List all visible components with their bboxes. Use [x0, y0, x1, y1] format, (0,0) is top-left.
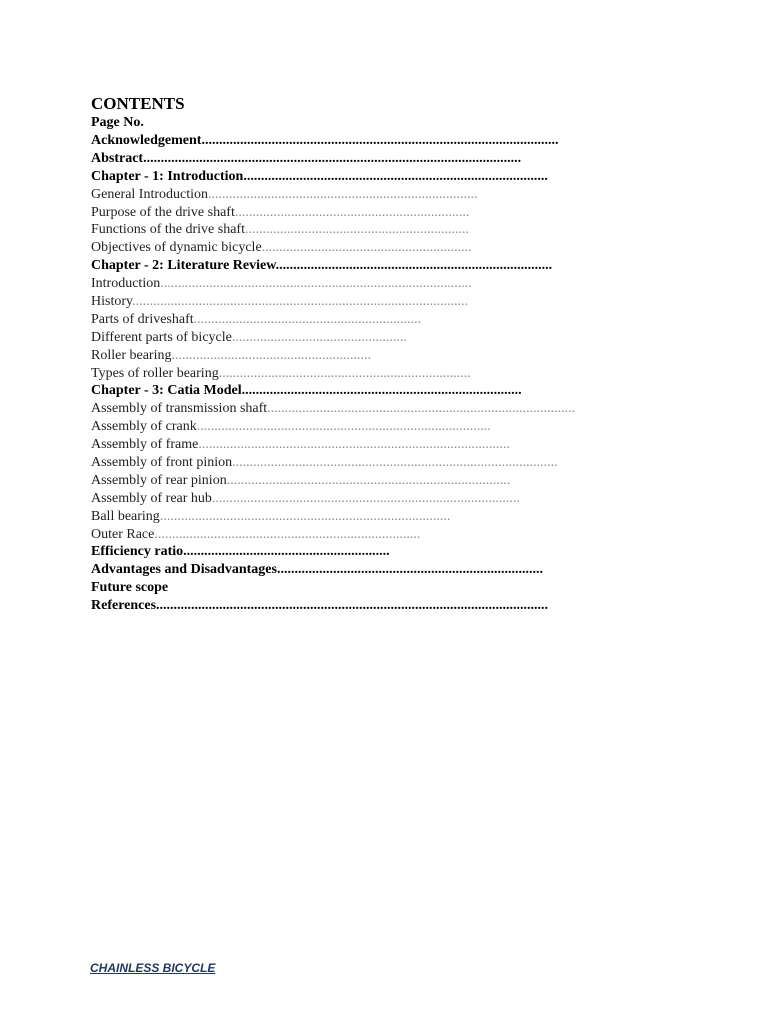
toc-entry-label: Assembly of frame: [91, 437, 199, 453]
toc-entry-leader: .................................................................: [193, 311, 422, 327]
toc-entry-leader: ......................................................................................................: [201, 133, 559, 148]
toc-entry-leader: ...................................................................: [234, 204, 470, 220]
toc-entry: [91, 508, 691, 526]
toc-entry: [91, 132, 691, 150]
toc-entry: [91, 347, 691, 365]
toc-entry-leader: ........................................................................................: [211, 490, 520, 506]
toc-entry-label: Chapter - 3: Catia Model: [91, 383, 242, 399]
toc-entry: [91, 329, 691, 347]
toc-entry-label: Functions of the drive shaft: [91, 222, 245, 238]
toc-entry-leader: ............................................................: [261, 240, 472, 256]
toc-entry: [91, 257, 691, 275]
toc-entry: [91, 490, 691, 508]
toc-entry-label: Ball bearing: [91, 508, 160, 524]
contents-title: CONTENTS: [91, 94, 185, 113]
toc-entry-label: General Introduction: [91, 186, 209, 202]
toc-entry-label: Assembly of front pinion: [91, 455, 233, 471]
toc-entry: [91, 186, 691, 204]
toc-entry-leader: ...........................................................: [183, 544, 390, 560]
toc-entry-leader: ................................................................................: [241, 383, 522, 399]
toc-entry: [91, 382, 691, 400]
toc-entry: [91, 239, 691, 257]
toc-entry-leader: ...................................................................................: [159, 508, 451, 524]
toc-entry-label: Chapter - 2: Literature Review: [91, 258, 276, 274]
toc-entry-leader: .........................................................: [171, 347, 371, 363]
toc-entry-label: Outer Race: [91, 526, 155, 542]
toc-entry-leader: ..................................................: [231, 329, 407, 345]
toc-entry-label: Assembly of transmission shaft: [91, 401, 268, 417]
toc-entry: [91, 579, 691, 597]
toc-entry: [91, 204, 691, 222]
toc-entry-leader: ................................................................................................: [132, 294, 469, 310]
toc-entry: [91, 221, 691, 239]
toc-entry-leader: .............................................................................: [208, 186, 478, 202]
toc-entry-label: Purpose of the drive shaft: [91, 204, 235, 220]
toc-entry-label: Different parts of bicycle: [91, 329, 232, 345]
toc-entry: [91, 311, 691, 329]
toc-entry-leader: ........................................................................: [218, 365, 471, 381]
toc-entry-leader: ............................................................................: [154, 526, 421, 542]
toc-entry: [91, 454, 691, 472]
toc-entry-label: Roller bearing: [91, 347, 172, 363]
toc-entry: [91, 418, 691, 436]
toc-entry-label: History: [91, 294, 133, 310]
toc-entry-label: Chapter - 1: Introduction: [91, 168, 244, 184]
toc-entry: [91, 168, 691, 186]
toc-entry: [91, 561, 691, 579]
toc-entry: [91, 150, 691, 168]
toc-entry-label: Advantages and Disadvantages: [91, 562, 277, 578]
toc-entry-label: Efficiency ratio: [91, 544, 184, 560]
toc-entry-label: Introduction: [91, 276, 161, 292]
toc-entry-label: Future scope: [91, 580, 169, 596]
toc-entry: [91, 472, 691, 490]
toc-entry-label: Types of roller bearing: [91, 365, 219, 381]
toc-entry: [91, 400, 691, 418]
toc-entry-leader: .................................................................................: [226, 472, 511, 488]
toc-entry-label: Abstract: [91, 150, 144, 166]
toc-entry-label: References: [91, 598, 157, 614]
toc-entry-leader: .........................................................................................: [198, 437, 510, 453]
toc-entry-label: Parts of driveshaft: [91, 311, 194, 327]
toc-entry-label: Assembly of rear hub: [91, 490, 212, 506]
toc-entry-leader: .......................................................................................: [243, 168, 548, 184]
toc-entry-label: Assembly of crank: [91, 419, 197, 435]
toc-entry: [91, 365, 691, 383]
toc-entry-leader: ....................................................................................: [196, 419, 491, 435]
toc-entry-leader: ................................................................: [244, 222, 469, 238]
toc-entry: [91, 275, 691, 293]
toc-entry-label: Objectives of dynamic bicycle: [91, 240, 262, 256]
toc-entry-leader: ...............................................................................: [275, 258, 553, 274]
toc-entry: [91, 526, 691, 544]
toc-entry-leader: ............................................................................: [276, 562, 543, 578]
toc-entry: [91, 543, 691, 561]
footer-title: CHAINLESS BICYCLE: [90, 961, 216, 975]
toc-entry-leader: ................................................................................................................: [156, 598, 549, 614]
toc-entry: [91, 597, 691, 615]
toc-entry: [91, 293, 691, 311]
toc-entry-label: Acknowledgement: [91, 133, 202, 148]
toc-entry-leader: .............................................................................................: [232, 455, 558, 471]
toc-entry-leader: ........................................................................................: [267, 401, 576, 417]
toc-entry-label: Assembly of rear pinion: [91, 472, 227, 488]
table-of-contents: [91, 132, 691, 615]
page-no-label: Page No.: [91, 115, 144, 130]
toc-entry: [91, 436, 691, 454]
toc-entry-leader: ............................................................................................................: [143, 150, 522, 166]
toc-entry-leader: .........................................................................................: [160, 276, 472, 292]
